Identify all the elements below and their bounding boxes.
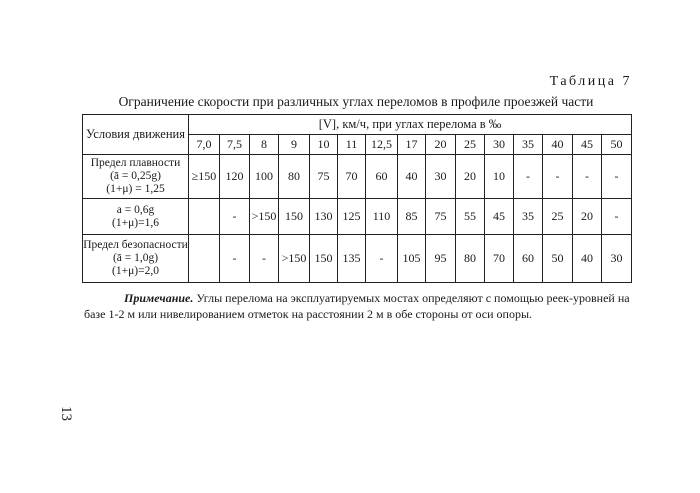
- value-cell: 70: [485, 235, 514, 283]
- value-cell: 20: [573, 199, 602, 235]
- angle-header: 30: [485, 135, 514, 155]
- value-cell: 100: [250, 155, 279, 199]
- value-cell: -: [602, 155, 632, 199]
- header-conditions: Условия движения: [83, 115, 189, 155]
- value-cell: -: [220, 235, 250, 283]
- angle-header: 9: [279, 135, 310, 155]
- table-caption: Ограничение скорости при различных углах переломов в профиле проезжей части: [118, 94, 594, 109]
- value-cell: 80: [456, 235, 485, 283]
- value-cell: 130: [310, 199, 338, 235]
- value-cell: 125: [338, 199, 366, 235]
- angle-header: 45: [573, 135, 602, 155]
- condition-cell: [83, 155, 189, 199]
- value-cell: 75: [310, 155, 338, 199]
- value-cell: 120: [220, 155, 250, 199]
- table-row: [83, 155, 632, 199]
- note-text: Углы перелома на эксплуатируемых мостах определяют с помощью реек-уровней на базе 1-2 м или нивелированием отметок на расстоянии 2 м в обе стороны от оси опоры.: [84, 291, 630, 321]
- table-row: [83, 235, 632, 283]
- value-cell: >150: [279, 235, 310, 283]
- value-cell: 35: [514, 199, 543, 235]
- value-cell: 45: [485, 199, 514, 235]
- value-cell: 150: [310, 235, 338, 283]
- value-cell: 50: [543, 235, 573, 283]
- condition-cell: [83, 235, 189, 283]
- angle-header: 20: [426, 135, 456, 155]
- value-cell: 40: [398, 155, 426, 199]
- angle-header: 7,5: [220, 135, 250, 155]
- value-cell: 135: [338, 235, 366, 283]
- angle-header: 10: [310, 135, 338, 155]
- value-cell: -: [514, 155, 543, 199]
- value-cell: 75: [426, 199, 456, 235]
- value-cell: 105: [398, 235, 426, 283]
- value-cell: 110: [366, 199, 398, 235]
- header-speed: [V], км/ч, при углах перелома в ‰: [189, 115, 632, 135]
- value-cell: 60: [366, 155, 398, 199]
- table-row: [83, 199, 632, 235]
- condition-line: (ā = 0,25g): [110, 170, 161, 182]
- value-cell: >150: [250, 199, 279, 235]
- value-cell: 10: [485, 155, 514, 199]
- value-cell: ≥150: [189, 155, 220, 199]
- condition-line: (ā = 1,0g): [112, 252, 159, 264]
- angle-header: 12,5: [366, 135, 398, 155]
- value-cell: -: [250, 235, 279, 283]
- value-cell: -: [602, 199, 632, 235]
- value-cell: [189, 199, 220, 235]
- value-cell: 40: [573, 235, 602, 283]
- angle-header: 50: [602, 135, 632, 155]
- value-cell: -: [366, 235, 398, 283]
- angle-header: 40: [543, 135, 573, 155]
- value-cell: 20: [456, 155, 485, 199]
- value-cell: 55: [456, 199, 485, 235]
- angle-header: 11: [338, 135, 366, 155]
- value-cell: 95: [426, 235, 456, 283]
- value-cell: 30: [426, 155, 456, 199]
- value-cell: -: [220, 199, 250, 235]
- angle-header: 25: [456, 135, 485, 155]
- condition-line: Предел плавности: [90, 157, 181, 169]
- angle-header: 17: [398, 135, 426, 155]
- value-cell: 60: [514, 235, 543, 283]
- value-cell: 80: [279, 155, 310, 199]
- value-cell: 85: [398, 199, 426, 235]
- condition-line: a = 0,6g: [116, 203, 155, 216]
- value-cell: 25: [543, 199, 573, 235]
- value-cell: -: [543, 155, 573, 199]
- condition-line: (1+μ) = 1,25: [106, 183, 165, 195]
- value-cell: -: [573, 155, 602, 199]
- condition-line: (1+μ)=1,6: [112, 216, 159, 229]
- condition-line: (1+μ)=2,0: [112, 265, 159, 277]
- angle-header: 7,0: [189, 135, 220, 155]
- page-number: 13: [58, 406, 74, 421]
- speed-limit-table: [82, 114, 632, 283]
- value-cell: [189, 235, 220, 283]
- value-cell: 150: [279, 199, 310, 235]
- angle-header: 35: [514, 135, 543, 155]
- note-label: Примечание.: [124, 291, 194, 305]
- table-note: [84, 290, 644, 322]
- angle-header: 8: [250, 135, 279, 155]
- table-number-label: Таблица 7: [549, 74, 632, 89]
- value-cell: 30: [602, 235, 632, 283]
- value-cell: 70: [338, 155, 366, 199]
- condition-cell: [83, 199, 189, 235]
- condition-line: Предел безопасности: [83, 239, 188, 251]
